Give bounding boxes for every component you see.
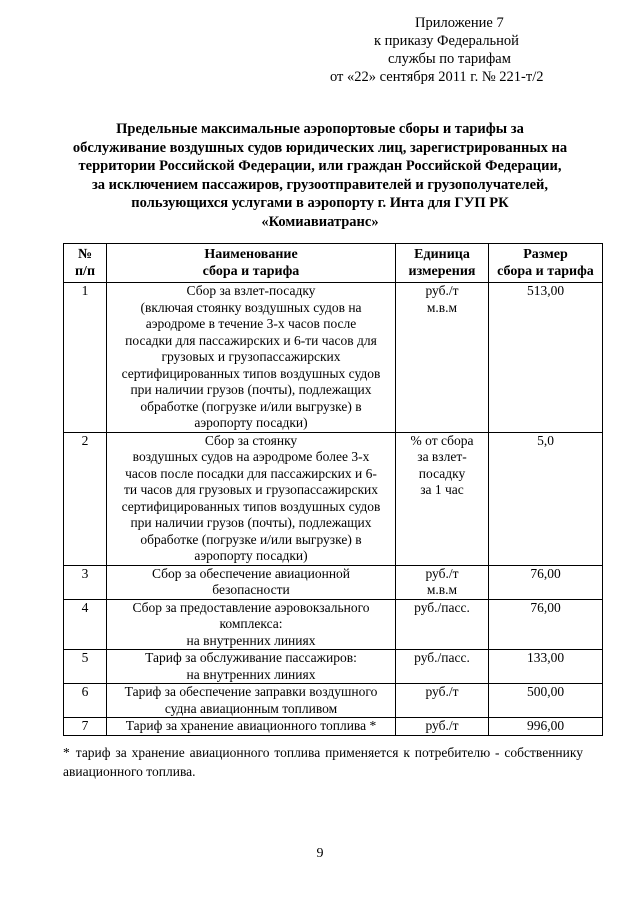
row-unit: [396, 650, 489, 684]
row-name-line: часов после посадки для пассажирских и 6-: [125, 465, 377, 481]
row-name-line: при наличии грузов (почты), подлежащих: [130, 515, 372, 530]
row-size: 76,00: [489, 599, 603, 650]
header-line: Единица: [414, 247, 470, 262]
row-name-line: судна авиационным топливом: [164, 700, 338, 716]
row-unit-line: % от сбора: [410, 432, 474, 448]
row-number: 5: [64, 650, 107, 684]
table-row: [64, 718, 603, 736]
appendix-line: Приложение 7: [415, 15, 504, 31]
row-unit-line: руб./пасс.: [414, 599, 470, 615]
row-name-line: на внутренних линиях: [186, 632, 316, 648]
footnote: [63, 743, 583, 781]
table-header-row: [64, 244, 603, 283]
row-name-line: (включая стоянку воздушных судов на: [140, 299, 362, 315]
row-unit-line: за 1 час: [420, 482, 464, 497]
page-number: 9: [316, 846, 324, 861]
row-unit: [396, 684, 489, 718]
table-row: [64, 599, 603, 650]
row-unit: [396, 283, 489, 433]
row-unit: [396, 599, 489, 650]
header-size: [489, 244, 603, 283]
title-line: Предельные максимальные аэропортовые сборы и тарифы за: [116, 121, 524, 137]
row-name-line: Сбор за предоставление аэровокзального: [132, 599, 370, 615]
row-name-line: Тариф за обслуживание пассажиров:: [145, 650, 357, 665]
row-size: 996,00: [489, 718, 603, 736]
title-line: территории Российской Федерации, или граждан Российской Федерации,: [78, 158, 562, 174]
row-unit-line: руб./т: [425, 718, 459, 733]
row-number: 6: [64, 684, 107, 718]
row-name: [107, 283, 396, 433]
row-unit: [396, 718, 489, 736]
header-name: [107, 244, 396, 283]
appendix-line: к приказу Федеральной: [374, 33, 519, 49]
row-size: 513,00: [489, 283, 603, 433]
table-row: [64, 432, 603, 565]
row-unit-line: м.в.м: [426, 299, 458, 315]
row-name-line: грузовых и грузопассажирских: [161, 349, 341, 364]
table-row: [64, 650, 603, 684]
row-name-line: обработке (погрузке и/или выгрузке) в: [140, 398, 362, 414]
table-row: [64, 565, 603, 599]
row-size: 76,00: [489, 565, 603, 599]
row-number: 1: [64, 283, 107, 433]
row-number: 7: [64, 718, 107, 736]
title-line: пользующихся услугами в аэропорту г. Инта для ГУП РК: [131, 195, 509, 211]
row-name-line: сертифицированных типов воздушных судов: [121, 498, 381, 514]
row-name-line: Сбор за взлет-посадку: [186, 283, 316, 298]
row-size: 500,00: [489, 684, 603, 718]
appendix-line: от «22» сентября 2011 г. № 221-т/2: [330, 69, 544, 85]
header-number: [64, 244, 107, 283]
row-name-line: сертифицированных типов воздушных судов: [121, 365, 381, 381]
row-size: 5,0: [489, 432, 603, 565]
row-unit-line: м.в.м: [426, 582, 458, 597]
document-title: [30, 120, 610, 231]
row-name-line: Тариф за хранение авиационного топлива *: [125, 718, 377, 733]
row-unit: [396, 432, 489, 565]
row-name-line: Сбор за обеспечение авиационной: [151, 565, 351, 581]
row-name-line: ти часов для грузовых и грузопассажирских: [123, 482, 379, 497]
row-name: [107, 599, 396, 650]
row-unit: [396, 565, 489, 599]
row-name: [107, 565, 396, 599]
row-name-line: воздушных судов на аэродроме более 3-х: [132, 449, 370, 464]
row-number: 3: [64, 565, 107, 599]
row-name: [107, 684, 396, 718]
row-unit-line: руб./т: [425, 684, 459, 699]
table-row: [64, 283, 603, 433]
appendix-line: службы по тарифам: [388, 51, 511, 67]
row-unit-line: руб./т: [425, 283, 459, 298]
row-name-line: аэропорту посадки): [194, 548, 308, 563]
header-line: Наименование: [204, 247, 298, 262]
row-name-line: комплекса:: [219, 616, 283, 631]
header-line: №: [77, 247, 93, 262]
footnote-marker: *: [63, 745, 70, 760]
row-number: 4: [64, 599, 107, 650]
footnote-text: тариф за хранение авиационного топлива применяется к потребителю - собственнику авиационного топлива.: [63, 745, 583, 779]
row-unit-line: за взлет-: [417, 449, 467, 464]
header-line: Размер: [523, 247, 568, 262]
title-line: за исключением пассажиров, грузоотправителей и грузополучателей,: [91, 176, 549, 193]
title-line: обслуживание воздушных судов юридических лиц, зарегистрированных на: [72, 139, 568, 156]
row-name: [107, 718, 396, 736]
row-name-line: при наличии грузов (почты), подлежащих: [130, 382, 372, 397]
tariffs-table: [63, 243, 603, 736]
header-line: п/п: [74, 264, 96, 279]
title-line: «Комиавиатранс»: [261, 213, 379, 230]
row-name-line: обработке (погрузке и/или выгрузке) в: [140, 531, 362, 547]
row-name-line: на внутренних линиях: [186, 666, 316, 682]
header-line: сбора и тарифа: [497, 264, 594, 279]
row-name-line: Тариф за обеспечение заправки воздушного: [124, 684, 378, 699]
row-size: 133,00: [489, 650, 603, 684]
row-name-line: посадки для пассажирских и 6-ти часов для: [125, 332, 377, 348]
row-number: 2: [64, 432, 107, 565]
header-unit: [396, 244, 489, 283]
row-unit-line: посадку: [418, 465, 466, 481]
row-unit-line: руб./пасс.: [414, 650, 470, 665]
row-name: [107, 432, 396, 565]
header-line: сбора и тарифа: [202, 264, 300, 279]
row-name-line: аэродроме в течение 3-х часов после: [145, 316, 357, 331]
header-line: измерения: [408, 264, 476, 279]
table-row: [64, 684, 603, 718]
row-unit-line: руб./т: [425, 565, 459, 581]
row-name-line: аэропорту посадки): [194, 415, 308, 430]
row-name: [107, 650, 396, 684]
row-name-line: Сбор за стоянку: [204, 432, 298, 448]
row-name-line: безопасности: [212, 582, 290, 597]
